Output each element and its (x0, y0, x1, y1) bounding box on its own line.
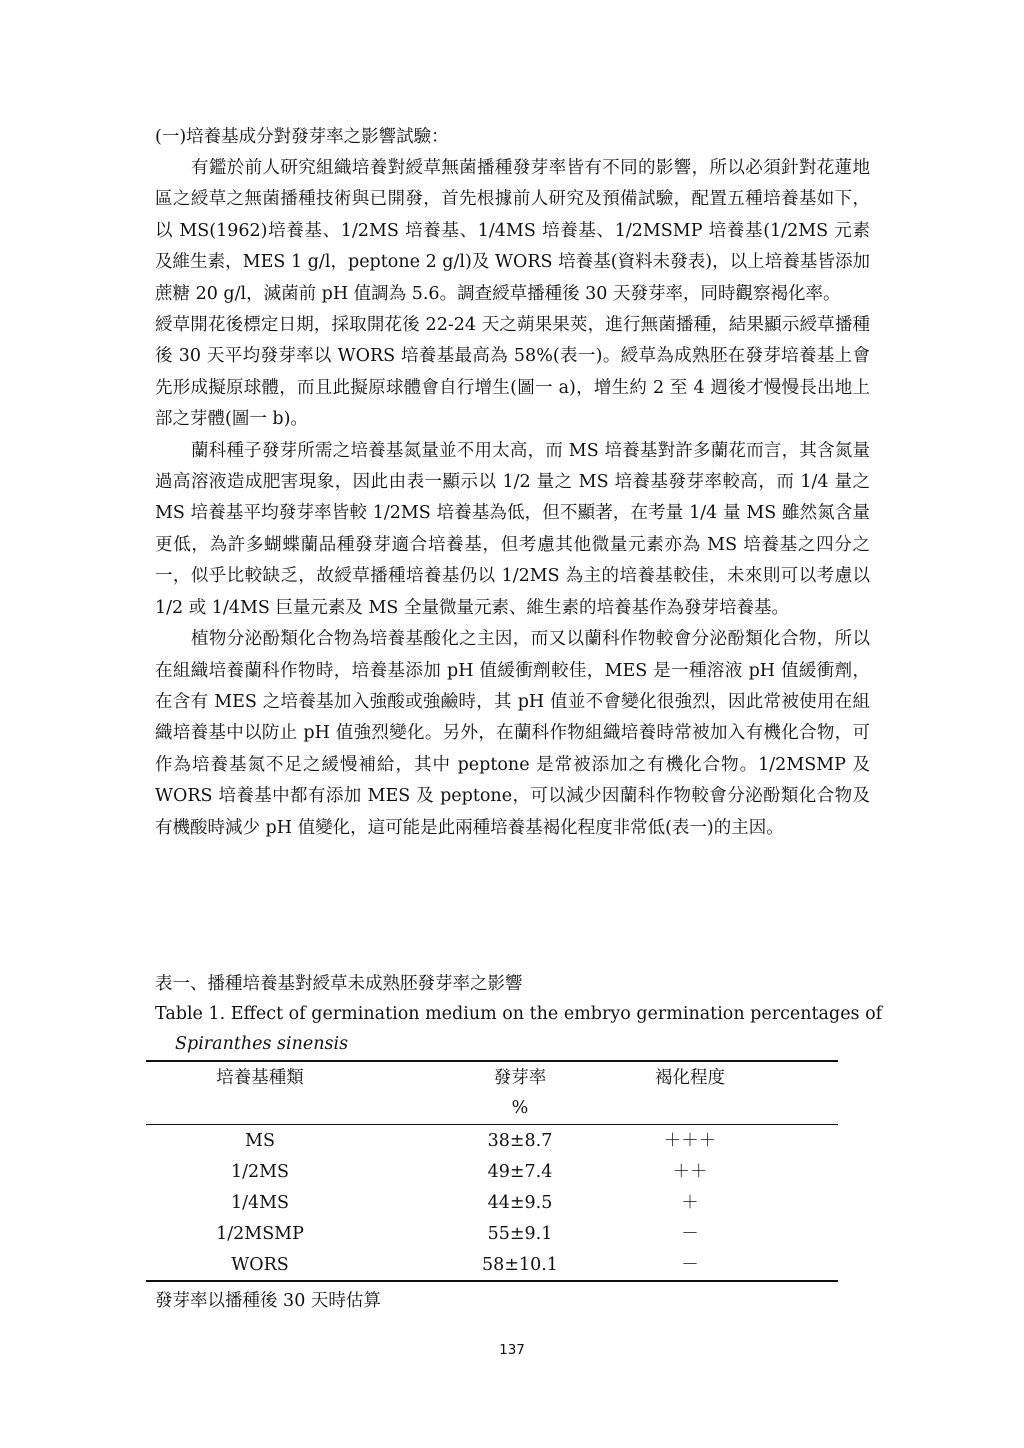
table-cell-browning: ＋＋＋ (663, 1131, 717, 1151)
table-header-browning: 褐化程度 (655, 1068, 725, 1088)
table-cell-rate: 58±10.1 (482, 1255, 558, 1275)
page-number: 137 (499, 1342, 525, 1358)
table-header-medium: 培養基種類 (216, 1068, 304, 1088)
paragraph-1: 有鑑於前人研究組織培養對綬草無菌播種發芽率皆有不同的影響，所以必須針對花蓮地區之綬草之無菌播種技術與已開發，首先根據前人研究及預備試驗，配置五種培養基如下，以 MS(1962)培養基、1/2MS 培養基、1/4MS 培養基、1/2MSMP 培養基(1/2MS 元素及維生素，MES 1 g/l，peptone 2 g/l)及 WORS 培養基(資料未發表)，以上培養基皆添加蔗糖 20 g/l，滅菌前 pH 值調為 5.6。調查綬草播種後 30 天發芽率，同時觀察褐化率。 (155, 158, 870, 304)
paragraph-2: 綬草開花後標定日期，採取開花後 22-24 天之蒴果果莢，進行無菌播種，結果顯示綬草播種後 30 天平均發芽率以 WORS 培養基最高為 58%(表一)。綬草為成熟胚在發芽培養基上會先形成擬原球體，而且此擬原球體會自行增生(圖一 a)，增生約 2 至 4 週後才慢慢長出地上部之芽體(圖一 b)。 (155, 315, 870, 430)
table-cell-medium: MS (245, 1131, 275, 1151)
table-cell-rate: 49±7.4 (487, 1162, 553, 1182)
table-cell-browning: ＋ (681, 1193, 699, 1213)
table-cell-rate: 38±8.7 (487, 1131, 553, 1151)
body-text (155, 153, 870, 844)
table-cell-medium: 1/4MS (230, 1193, 290, 1213)
section-heading: (一)培養基成分對發芽率之影響試驗： (155, 127, 449, 147)
table-header-rate-unit: % (511, 1098, 529, 1118)
paragraph-3: 蘭科種子發芽所需之培養基氮量並不用太高，而 MS 培養基對許多蘭花而言，其含氮量過高溶液造成肥害現象，因此由表一顯示以 1/2 量之 MS 培養基發芽率較高，而 1/4 量之 MS 培養基平均發芽率皆較 1/2MS 培養基為低，但不顯著，在考量 1/4 量 MS 雖然氮含量更低，為許多蝴蝶蘭品種發芽適合培養基，但考慮其他微量元素亦為 MS 培養基之四分之一，似乎比較缺乏，故綬草播種培養基仍以 1/2MS 為主的培養基較佳，未來則可以考慮以 1/2 或 1/4MS 巨量元素及 MS 全量微量元素、維生素的培養基作為發芽培養基。 (155, 440, 870, 618)
table-cell-browning: ＋＋ (672, 1162, 708, 1182)
table-caption-english: Table 1. Effect of germination medium on the embryo germination percentages of (155, 1004, 883, 1024)
table-cell-browning: － (681, 1224, 699, 1244)
paragraph-4: 植物分泌酚類化合物為培養基酸化之主因，而又以蘭科作物較會分泌酚類化合物，所以在組織培養蘭科作物時，培養基添加 pH 值緩衝劑較佳，MES 是一種溶液 pH 值緩衝劑，在含有 MES 之培養基加入強酸或強鹼時，其 pH 值並不會變化很強烈，因此常被使用在組織培養基中以防止 pH 值強烈變化。另外，在蘭科作物組織培養時常被加入有機化合物，可作為培養基氮不足之緩慢補給，其中 peptone 是常被添加之有機化合物。1/2MSMP 及 WORS 培養基中都有添加 MES 及 peptone，可以減少因蘭科作物較會分泌酚類化合物及有機酸時減少 pH 值變化，這可能是此兩種培養基褐化程度非常低(表一)的主因。 (155, 629, 870, 838)
table-cell-medium: 1/2MSMP (216, 1224, 304, 1244)
table-top-rule (146, 1060, 838, 1062)
table-caption-chinese: 表一、播種培養基對綬草未成熟胚發芽率之影響 (155, 974, 523, 994)
table-cell-rate: 55±9.1 (487, 1224, 553, 1244)
table-cell-medium: 1/2MS (230, 1162, 290, 1182)
table-footnote: 發芽率以播種後 30 天時估算 (155, 1291, 381, 1311)
table-caption-species: Spiranthes sinensis (175, 1034, 349, 1054)
table-header-rate: 發芽率 (493, 1068, 547, 1088)
table-bottom-rule (146, 1280, 838, 1282)
table-cell-browning: － (681, 1255, 699, 1275)
table-cell-rate: 44±9.5 (487, 1193, 553, 1213)
table-cell-medium: WORS (231, 1255, 289, 1275)
table-header-rule (146, 1124, 838, 1125)
